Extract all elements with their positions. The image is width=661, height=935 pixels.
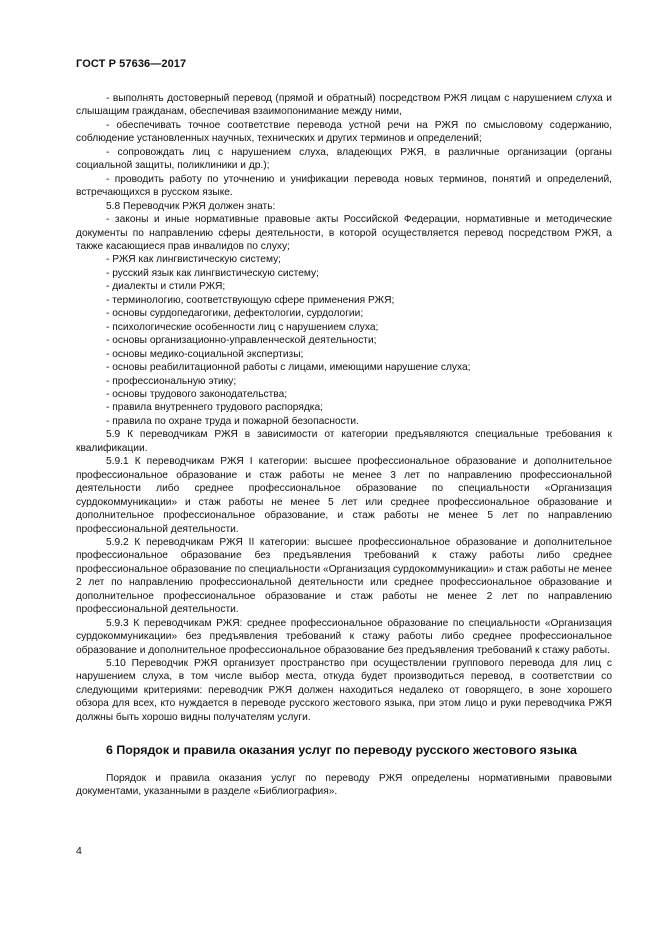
document-code-header: ГОСТ Р 57636—2017 [76, 58, 187, 70]
paragraph: - сопровождать лиц с нарушением слуха, владеющих РЖЯ, в различные организации (органы социальной защиты, поликлиники и др.); [76, 146, 612, 172]
list-item: - основы реабилитационной работы с лицами, имеющими нарушение слуха; [106, 362, 471, 374]
list-item: - русский язык как лингвистическую систему; [106, 267, 319, 279]
section-6-body [76, 772, 612, 799]
paragraph: - выполнять достоверный перевод (прямой и обратный) посредством РЖЯ лицам с нарушением слуха и слышащим гражданам, обеспечивая взаимопонимание между ними, [76, 93, 612, 118]
list-item: - основы трудового законодательства; [106, 388, 288, 400]
list-item: - правила по охране труда и пожарной безопасности. [106, 415, 359, 427]
list-item: - психологические особенности лиц с нарушением слуха; [106, 321, 379, 333]
section-6-title: 6 Порядок и правила оказания услуг по переводу русского жестового языка [106, 743, 577, 757]
paragraph: Порядок и правила оказания услуг по переводу РЖЯ определены нормативными правовыми документами, указанными в разделе «Библиография». [76, 773, 612, 798]
list-item: - РЖЯ как лингвистическую систему; [106, 254, 282, 266]
clause-5-10: 5.10 Переводчик РЖЯ организует пространство при осуществлении группового перевода для лиц с нарушением слуха, в том числе выбор места, откуда будет производиться перевод, в соответствии со следующими критериями: переводчик РЖЯ должен находиться недалеко от говорящего, в зоне хорошего обзора для всех, кто нуждается в переводе русского жестового языка, при этом лицо и руки переводчика РЖЯ должны быть хорошо видны получателям услуги. [76, 658, 612, 723]
page-number: 4 [76, 845, 82, 857]
list-item: - диалекты и стили РЖЯ; [106, 281, 226, 293]
clause-5-9: 5.9 К переводчикам РЖЯ в зависимости от категории предъявляются специальные требования к квалификации. [76, 429, 612, 454]
list-item: - основы организационно-управленческой деятельности; [106, 335, 377, 347]
clause-5-8: 5.8 Переводчик РЖЯ должен знать: [106, 200, 276, 212]
main-text-block [76, 92, 612, 724]
paragraph: - законы и иные нормативные правовые акты Российской Федерации, нормативные и методические документы по направлению сферы деятельности, в которой осуществляется перевод посредством РЖЯ, а также касающиеся прав инвалидов по слуху; [76, 214, 612, 252]
list-item: - основы медико-социальной экспертизы; [106, 348, 304, 360]
paragraph: - проводить работу по уточнению и унификации перевода новых терминов, понятий и определений, встречающихся в русском языке. [76, 173, 612, 199]
list-item: - терминологию, соответствующую сфере применения РЖЯ; [106, 294, 395, 306]
clause-5-9-3: 5.9.3 К переводчикам РЖЯ: среднее профессиональное образование по специальности «Организация сурдокоммуникации» без предъявления требований к стажу работы либо среднее профессиональное образование и дополнительное профессиональное образование без предъявления требований к стажу работы. [76, 617, 612, 656]
clause-5-9-1: 5.9.1 К переводчикам РЖЯ I категории: высшее профессиональное образование и дополнительное профессиональное образование и стаж работы не менее 3 лет по направлению профессиональной деятельности либо среднее профессиональное образование по специальности «Организация сурдокоммуникации» и стаж работы не менее 5 лет или среднее профессиональное образование и дополнительное профессиональное образование, и стаж работы не менее 5 лет по направлению профессиональной деятельности. [76, 456, 612, 535]
list-item: - профессиональную этику; [106, 375, 237, 387]
clause-5-9-2: 5.9.2 К переводчикам РЖЯ II категории: высшее профессиональное образование и дополнительное профессиональное образование без предъявления требований к стажу работы либо среднее профессиональное образование по специальности «Организация сурдокоммуникации» и стаж работы не менее 2 лет по направлению профессиональной деятельности или среднее профессиональное образование и дополнительное профессиональное образование и стаж работы не менее 2 лет по направлению профессиональной деятельности. [76, 536, 612, 616]
list-item: - основы сурдопедагогики, дефектологии, сурдологии; [106, 308, 364, 320]
list-item: - правила внутреннего трудового распорядка; [106, 402, 323, 414]
paragraph: - обеспечивать точное соответствие перевода устной речи на РЖЯ по смысловому содержанию, соблюдение установленных научных, технических и других терминов и определений; [76, 119, 612, 145]
